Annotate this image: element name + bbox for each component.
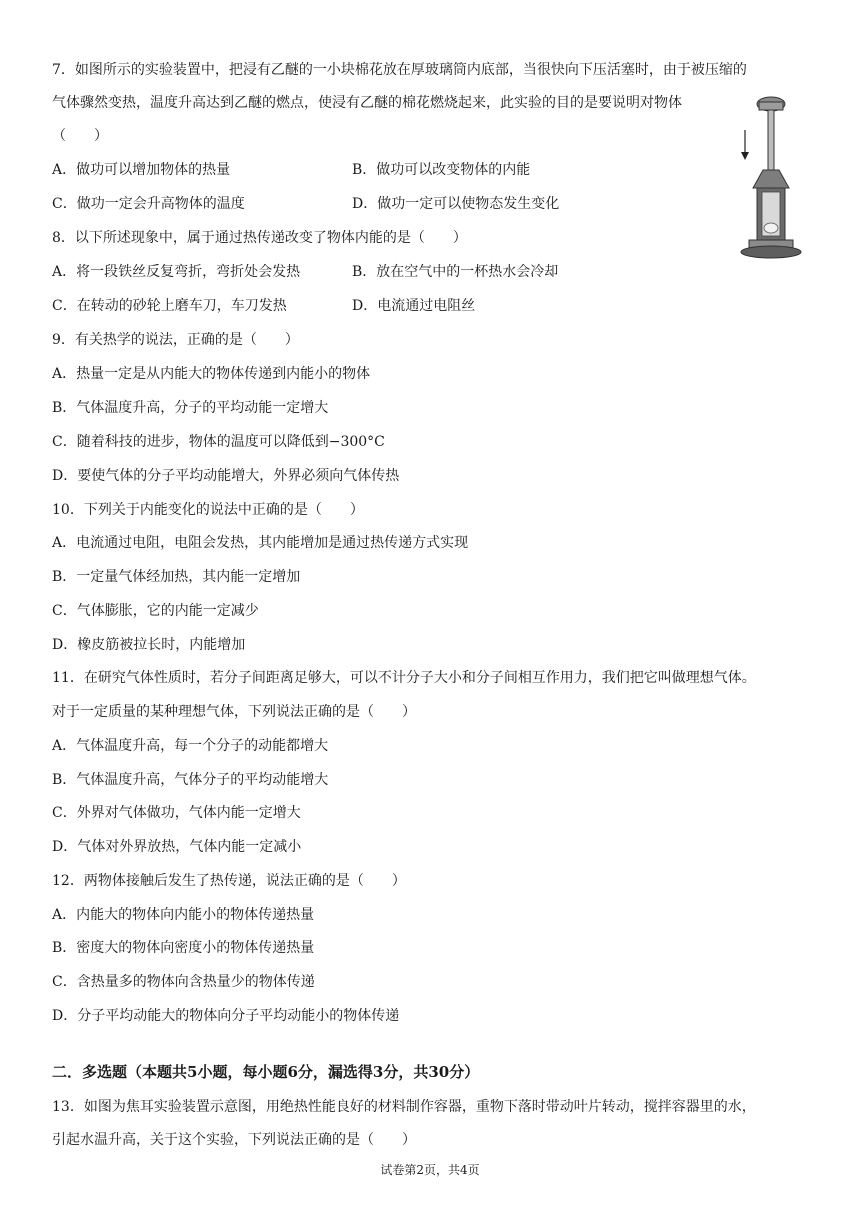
q10-stem: 10．下列关于内能变化的说法中正确的是（ ） (52, 502, 364, 518)
q8-option-d: D．电流通过电阻丝 (352, 298, 476, 314)
q8-option-a: A．将一段铁丝反复弯折，弯折处会发热 (52, 264, 301, 280)
q12-option-b: B．密度大的物体向密度小的物体传递热量 (52, 940, 315, 956)
q7-option-a: A．做功可以增加物体的热量 (52, 162, 231, 178)
q10-option-d: D．橡皮筋被拉长时，内能增加 (52, 637, 246, 653)
q10-option-a: A．电流通过电阻，电阻会发热，其内能增加是通过热传递方式实现 (52, 535, 469, 551)
q7-option-c: C．做功一定会升高物体的温度 (52, 196, 245, 212)
q12-stem: 12．两物体接触后发生了热传递，说法正确的是（ ） (52, 873, 406, 889)
q9-option-a: A．热量一定是从内能大的物体传递到内能小的物体 (52, 366, 371, 382)
q7-option-b: B．做功可以改变物体的内能 (352, 162, 531, 178)
q11-option-a: A．气体温度升高，每一个分子的动能都增大 (52, 738, 329, 754)
q11-stem-line1: 11．在研究气体性质时，若分子间距离足够大，可以不计分子大小和分子间相互作用力，我们把它叫做理想气体。 (52, 670, 756, 686)
section-heading-multiple-choice: 二．多选题（本题共5小题，每小题6分，漏选得3分，共30分） (52, 1063, 480, 1081)
q10-option-b: B．一定量气体经加热，其内能一定增加 (52, 569, 301, 585)
q13-stem-line1: 13．如图为焦耳实验装置示意图，用绝热性能良好的材料制作容器，重物下落时带动叶片转动，搅拌容器里的水， (52, 1099, 756, 1115)
q9-option-b: B．气体温度升高，分子的平均动能一定增大 (52, 400, 329, 416)
q13-stem-line2: 引起水温升高，关于这个实验，下列说法正确的是（ ） (52, 1132, 416, 1148)
q12-option-d: D．分子平均动能大的物体向分子平均动能小的物体传递 (52, 1008, 400, 1024)
q9-option-c: C．随着科技的进步，物体的温度可以降低到−300°C (52, 434, 385, 450)
q10-option-c: C．气体膨胀，它的内能一定减少 (52, 603, 259, 619)
q12-option-a: A．内能大的物体向内能小的物体传递热量 (52, 907, 315, 923)
q11-option-b: B．气体温度升高，气体分子的平均动能增大 (52, 772, 329, 788)
q11-option-c: C．外界对气体做功，气体内能一定增大 (52, 805, 301, 821)
q11-stem-line2: 对于一定质量的某种理想气体，下列说法正确的是（ ） (52, 704, 416, 720)
q9-option-d: D．要使气体的分子平均动能增大，外界必须向气体传热 (52, 468, 400, 484)
q7-stem-line1: 7．如图所示的实验装置中，把浸有乙醚的一小块棉花放在厚玻璃筒内底部，当很快向下压活塞时，由于被压缩的 (52, 62, 747, 78)
q8-stem: 8．以下所述现象中，属于通过热传递改变了物体内能的是（ ） (52, 230, 467, 246)
q11-option-d: D．气体对外界放热，气体内能一定减小 (52, 839, 302, 855)
compression-apparatus-figure (735, 92, 807, 262)
page-footer: 试卷第2页，共4页 (380, 1163, 480, 1177)
q7-option-d: D．做功一定可以使物态发生变化 (352, 196, 560, 212)
q8-option-b: B．放在空气中的一杯热水会冷却 (352, 264, 559, 280)
q12-option-c: C．含热量多的物体向含热量少的物体传递 (52, 974, 315, 990)
q9-stem: 9．有关热学的说法，正确的是（ ） (52, 332, 299, 348)
q7-answer-blank: （ ） (52, 128, 108, 144)
q7-stem-line2: 气体骤然变热，温度升高达到乙醚的燃点，使浸有乙醚的棉花燃烧起来，此实验的目的是要说明对物体 (52, 95, 682, 111)
q8-option-c: C．在转动的砂轮上磨车刀，车刀发热 (52, 298, 287, 314)
